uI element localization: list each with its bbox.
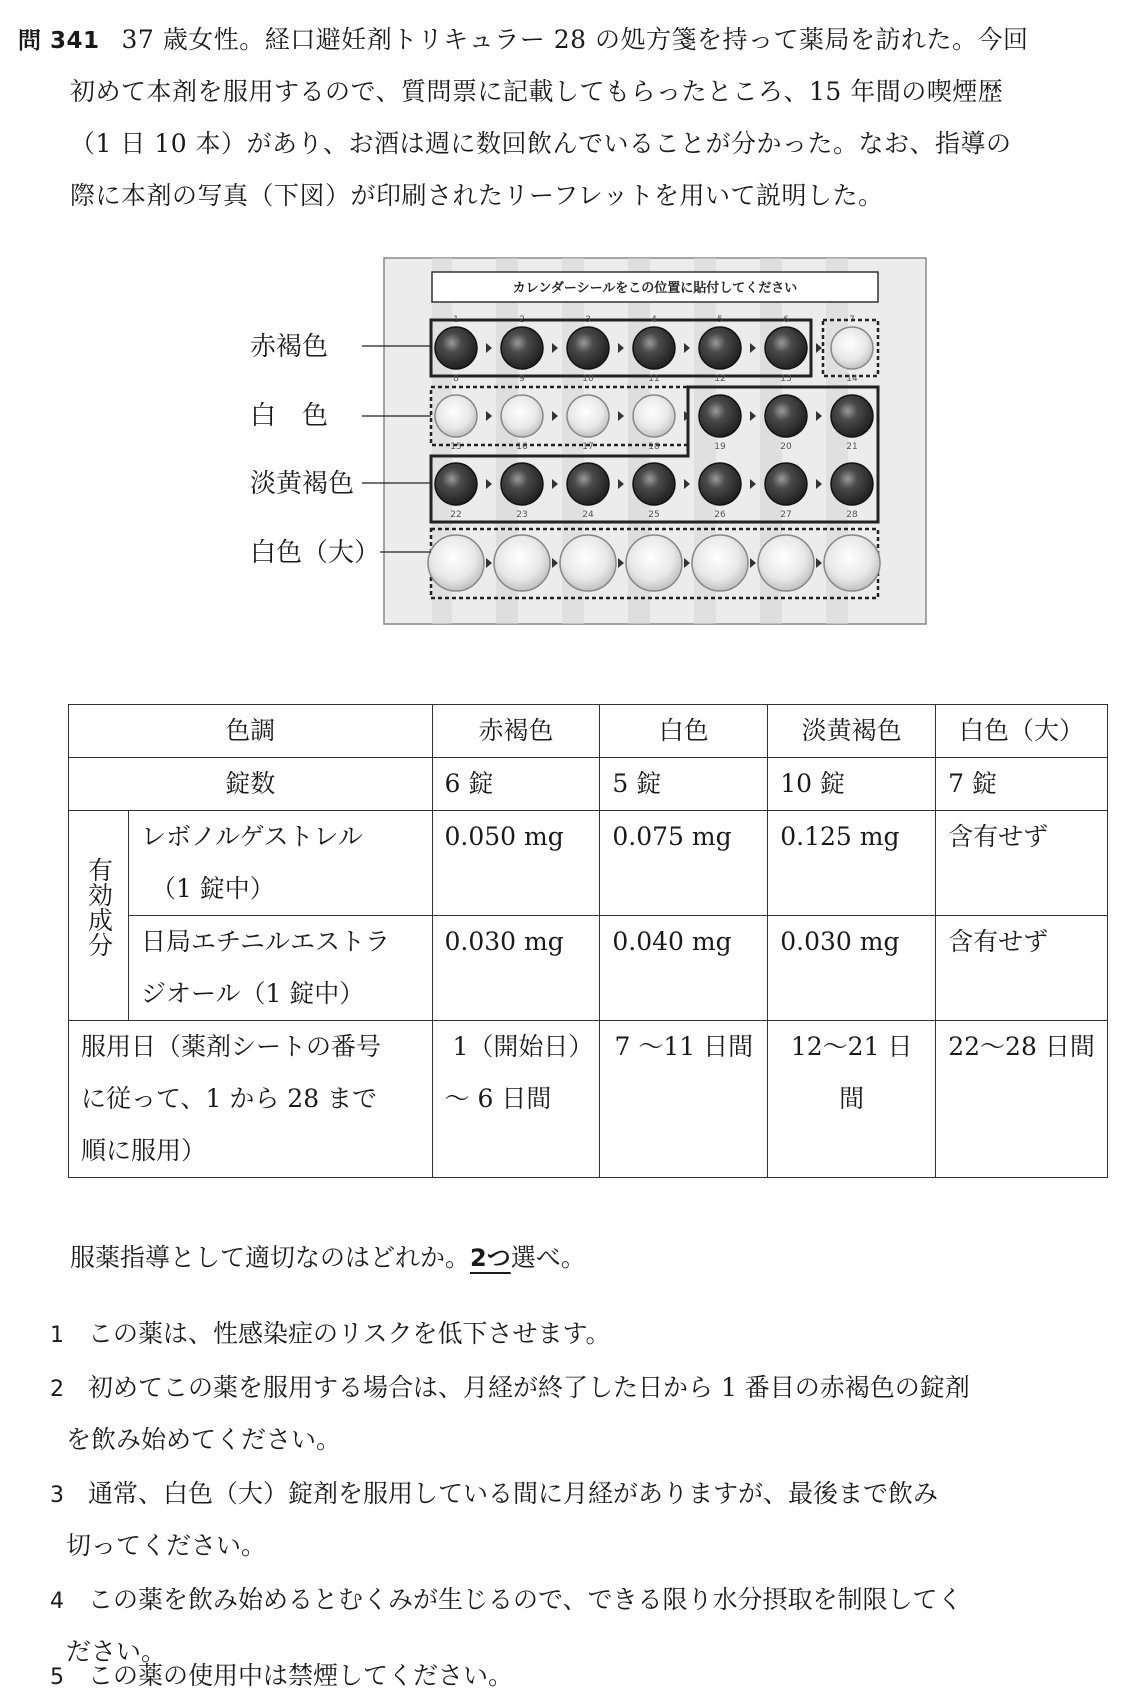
- schedule-red-brown: 1（開始日） ～ 6 日間: [432, 1021, 600, 1178]
- pill-large-white: [692, 535, 748, 591]
- option-5-number: 5: [50, 1665, 64, 1690]
- ethinylestradiol-white: 0.040 mg: [600, 916, 768, 1021]
- day-number: 5: [717, 315, 723, 325]
- pill-dark: [435, 463, 477, 505]
- day-number: 27: [780, 510, 792, 520]
- spec-table: [68, 704, 1108, 1178]
- day-number: 17: [582, 442, 594, 452]
- row-ethinylestradiol: [69, 916, 1108, 1021]
- option-1-number: 1: [50, 1323, 64, 1348]
- pill-white: [501, 395, 543, 437]
- day-number: 14: [846, 374, 858, 384]
- group-active-ingredients: 有効成分: [69, 811, 129, 1021]
- day-number: 6: [783, 315, 789, 325]
- day-number: 22: [450, 510, 462, 520]
- option-1[interactable]: [50, 1308, 611, 1362]
- option-5[interactable]: [50, 1650, 513, 1704]
- pill-large-white: [494, 535, 550, 591]
- day-number: 7: [849, 315, 855, 325]
- label-red-brown: 赤褐色: [250, 332, 329, 362]
- pill-white: [567, 395, 609, 437]
- tone-pale-brown: 淡黄褐色: [768, 705, 936, 758]
- pill-white: [435, 395, 477, 437]
- option-3[interactable]: [50, 1468, 938, 1522]
- option-4-text: この薬を飲み始めるとむくみが生じるので、できる限り水分摂取を制限してく: [88, 1585, 963, 1614]
- pill-dark: [699, 395, 741, 437]
- pill-white: [831, 327, 873, 369]
- pill-dark: [765, 327, 807, 369]
- day-number: 20: [780, 442, 792, 452]
- pill-large-white: [626, 535, 682, 591]
- pill-large-white: [824, 535, 880, 591]
- option-4-number: 4: [50, 1589, 64, 1614]
- ethinylestradiol-large-white: 含有せず: [936, 916, 1108, 1021]
- day-number: 16: [516, 442, 528, 452]
- count-large-white: 7 錠: [936, 758, 1108, 811]
- instruction-emphasis: 2つ: [470, 1244, 511, 1272]
- count-pale-brown: 10 錠: [768, 758, 936, 811]
- pill-dark: [699, 463, 741, 505]
- question-text-3: （1 日 10 本）があり、お酒は週に数回飲んでいることが分かった。なお、指導の: [70, 129, 1012, 158]
- day-number: 12: [714, 374, 726, 384]
- schedule-label: 服用日（薬剤シートの番号 に従って、1 から 28 まで 順に服用）: [69, 1021, 433, 1178]
- row-levonorgestrel: [69, 811, 1108, 916]
- pill-dark: [831, 463, 873, 505]
- pill-dark: [567, 327, 609, 369]
- day-number: 2: [519, 315, 525, 325]
- ingredient-2-name: 日局エチニルエストラ ジオール（1 錠中）: [128, 916, 432, 1021]
- blister-pack-figure: [0, 0, 1122, 660]
- levonorgestrel-large-white: 含有せず: [936, 811, 1108, 916]
- option-1-text: この薬は、性感染症のリスクを低下させます。: [88, 1319, 611, 1348]
- pill-dark: [435, 327, 477, 369]
- day-number: 18: [648, 442, 660, 452]
- tone-large-white: 白色（大）: [936, 705, 1108, 758]
- label-white: 白 色: [250, 401, 329, 431]
- day-number: 26: [714, 510, 726, 520]
- option-4[interactable]: [50, 1574, 963, 1628]
- pill-large-white: [560, 535, 616, 591]
- count-white: 5 錠: [600, 758, 768, 811]
- row-tone: [69, 705, 1108, 758]
- row-schedule: [69, 1021, 1108, 1178]
- tone-white: 白色: [600, 705, 768, 758]
- day-number: 25: [648, 510, 660, 520]
- pill-dark: [567, 463, 609, 505]
- day-number: 11: [648, 374, 660, 384]
- pill-dark: [633, 463, 675, 505]
- pill-dark: [633, 327, 675, 369]
- pill-dark: [765, 463, 807, 505]
- calendar-seal-text: カレンダーシールをこの位置に貼付してください: [512, 281, 798, 296]
- question-text-1: 37 歳女性。経口避妊剤トリキュラー 28 の処方箋を持って薬局を訪れた。今回: [121, 25, 1029, 54]
- row-count: [69, 758, 1108, 811]
- option-2-text: 初めてこの薬を服用する場合は、月経が終了した日から 1 番目の赤褐色の錠剤: [88, 1373, 970, 1402]
- levonorgestrel-pale-brown: 0.125 mg: [768, 811, 936, 916]
- day-number: 3: [585, 315, 591, 325]
- pill-dark: [501, 327, 543, 369]
- schedule-white: 7 ～11 日間: [600, 1021, 768, 1178]
- option-5-text: この薬の使用中は禁煙してください。: [88, 1661, 514, 1690]
- pill-large-white: [428, 535, 484, 591]
- instruction-after: 選べ。: [510, 1243, 586, 1272]
- day-number: 4: [651, 315, 657, 325]
- day-number: 10: [582, 374, 594, 384]
- header-tone: 色調: [69, 705, 433, 758]
- day-number: 9: [519, 374, 525, 384]
- option-2-number: 2: [50, 1377, 64, 1402]
- day-number: 28: [846, 510, 858, 520]
- tone-red-brown: 赤褐色: [432, 705, 600, 758]
- option-3-text: 通常、白色（大）錠剤を服用している間に月経がありますが、最後まで飲み: [88, 1479, 939, 1508]
- question-text-4: 際に本剤の写真（下図）が印刷されたリーフレットを用いて説明した。: [70, 181, 884, 210]
- question-number: 問 341: [18, 28, 100, 54]
- day-number: 19: [714, 442, 726, 452]
- instruction: [70, 1232, 586, 1284]
- pill-large-white: [758, 535, 814, 591]
- schedule-pale-brown: 12～21 日間: [768, 1021, 936, 1178]
- ethinylestradiol-red-brown: 0.030 mg: [432, 916, 600, 1021]
- header-count: 錠数: [69, 758, 433, 811]
- pill-dark: [765, 395, 807, 437]
- ethinylestradiol-pale-brown: 0.030 mg: [768, 916, 936, 1021]
- instruction-before: 服薬指導として適切なのはどれか。: [70, 1243, 471, 1272]
- pill-dark: [699, 327, 741, 369]
- option-3-text-cont: 切ってください。: [66, 1531, 267, 1560]
- option-2-text-cont: を飲み始めてください。: [66, 1425, 342, 1454]
- day-number: 15: [450, 442, 462, 452]
- day-number: 1: [453, 315, 459, 325]
- day-number: 24: [582, 510, 594, 520]
- ingredient-1-name: レボノルゲストレル （1 錠中）: [128, 811, 432, 916]
- levonorgestrel-white: 0.075 mg: [600, 811, 768, 916]
- count-red-brown: 6 錠: [432, 758, 600, 811]
- label-large-white: 白色（大）: [250, 538, 381, 568]
- day-number: 8: [453, 374, 459, 384]
- day-number: 21: [846, 442, 858, 452]
- option-3-number: 3: [50, 1483, 64, 1508]
- pill-dark: [831, 395, 873, 437]
- label-pale-brown: 淡黄褐色: [250, 469, 355, 499]
- pill-white: [633, 395, 675, 437]
- day-number: 13: [780, 374, 792, 384]
- levonorgestrel-red-brown: 0.050 mg: [432, 811, 600, 916]
- option-4-text-cont: ださい。: [66, 1637, 167, 1666]
- schedule-large-white: 22～28 日間: [936, 1021, 1108, 1178]
- option-2[interactable]: [50, 1362, 970, 1416]
- pill-dark: [501, 463, 543, 505]
- day-number: 23: [516, 510, 528, 520]
- question-text-2: 初めて本剤を服用するので、質問票に記載してもらったところ、15 年間の喫煙歴: [70, 77, 1004, 106]
